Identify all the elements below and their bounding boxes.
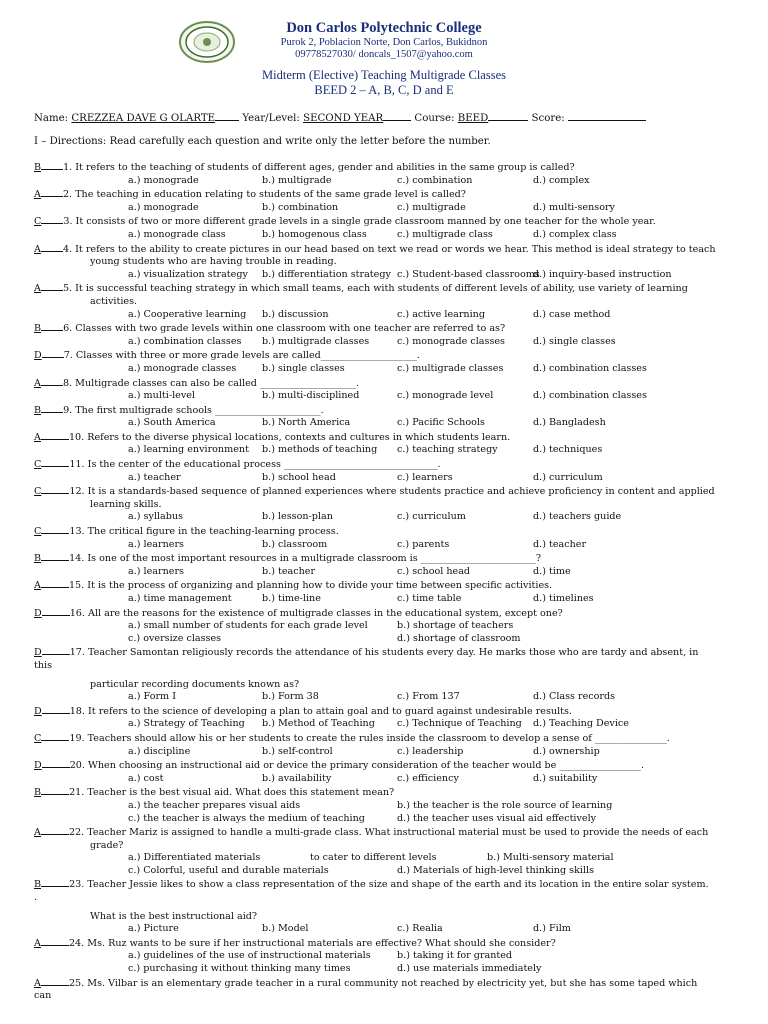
option: b.) multigrade classes xyxy=(262,335,370,347)
answer-letter[interactable]: A xyxy=(34,827,41,839)
question-item xyxy=(0,704,768,731)
question-stem xyxy=(0,976,768,991)
question-item xyxy=(0,731,768,758)
question-stem xyxy=(0,348,768,363)
answer-letter[interactable]: D xyxy=(34,705,42,717)
student-name: CREZZEA DAVE G OLARTE xyxy=(71,113,216,124)
question-text: 15. It is the process of organizing and planning how to divide your time between specific activities. xyxy=(68,580,553,592)
question-text: 17. Teacher Samontan religiously records the attendance of his students every day. He marks those who are tardy and absent, in xyxy=(69,647,699,659)
options-row xyxy=(0,417,768,430)
option: a.) South America xyxy=(128,417,216,429)
options-row xyxy=(0,472,768,485)
answer-blank xyxy=(41,214,63,224)
question-item xyxy=(0,281,768,321)
question-item xyxy=(0,606,768,646)
question-text: 13. The critical figure in the teaching-learning process. xyxy=(69,526,339,538)
answer-letter[interactable]: B xyxy=(34,323,42,335)
answer-blank xyxy=(41,551,69,561)
option: b.) classroom xyxy=(262,538,328,550)
question-stem xyxy=(0,376,768,391)
option: b.) single classes xyxy=(262,362,345,374)
question-text-continued: grade? xyxy=(90,839,124,851)
question-stem xyxy=(0,785,768,800)
question-text: 9. The first multigrade schools ______________________. xyxy=(63,404,324,416)
option: c.) Pacific Schools xyxy=(397,417,485,429)
options-row xyxy=(0,229,768,242)
option: c.) active learning xyxy=(397,308,485,320)
options-row xyxy=(0,813,768,826)
option: b.) combination xyxy=(262,201,339,213)
course-blank xyxy=(488,110,528,121)
question-text-continued: young students who are having trouble in reading. xyxy=(90,256,337,268)
option: c.) efficiency xyxy=(397,772,459,784)
question-stem xyxy=(0,160,768,175)
option: d.) teachers guide xyxy=(533,511,622,523)
option: d.) the teacher uses visual aid effectively xyxy=(397,812,597,824)
answer-blank xyxy=(41,457,69,467)
answer-blank xyxy=(41,731,69,741)
option: a.) multi-level xyxy=(128,390,195,402)
question-stem xyxy=(0,281,768,296)
options-row xyxy=(0,852,768,865)
option: b.) methods of teaching xyxy=(262,444,378,456)
option: c.) monograde classes xyxy=(397,335,505,347)
year-label: Year/Level: xyxy=(242,113,300,124)
options-row xyxy=(0,620,768,633)
option: b.) shortage of teachers xyxy=(397,620,514,632)
option: b.) taking it for granted xyxy=(397,950,513,962)
answer-blank xyxy=(41,976,69,986)
answer-blank xyxy=(42,704,70,714)
option: c.) time table xyxy=(397,593,462,604)
option: d.) Film xyxy=(533,923,571,935)
question-stem xyxy=(0,551,768,566)
options-row xyxy=(0,593,768,606)
answer-letter[interactable]: A xyxy=(34,377,41,389)
option: c.) Student-based classrooms xyxy=(397,268,540,280)
question-stem xyxy=(0,484,768,499)
option: c.) leadership xyxy=(397,745,464,757)
option: a.) small number of students for each grade level xyxy=(128,620,368,632)
option: to cater to different levels xyxy=(310,852,437,864)
answer-letter[interactable]: D xyxy=(34,760,42,772)
answer-blank xyxy=(41,376,63,386)
student-course: BEED xyxy=(457,113,489,124)
question-item xyxy=(0,160,768,187)
options-row xyxy=(0,633,768,646)
question-item xyxy=(0,524,768,551)
option: c.) multigrade classes xyxy=(397,362,504,374)
question-item xyxy=(0,645,768,703)
option: b.) Form 38 xyxy=(262,691,319,703)
answer-blank xyxy=(41,484,69,494)
question-stem xyxy=(0,214,768,229)
answer-blank xyxy=(41,785,69,795)
answer-letter[interactable]: A xyxy=(34,189,41,201)
option: a.) Picture xyxy=(128,923,179,935)
question-item xyxy=(0,785,768,825)
option: c.) monograde level xyxy=(397,390,494,402)
option: d.) case method xyxy=(533,308,611,320)
option: d.) inquiry-based instruction xyxy=(533,268,672,280)
option: c.) multigrade xyxy=(397,201,466,213)
question-text: 3. It consists of two or more different grade levels in a single grade classroom manned by one teacher for the whole year. xyxy=(63,216,656,228)
answer-letter[interactable]: C xyxy=(34,459,42,471)
answer-letter[interactable]: A xyxy=(34,243,41,255)
answer-letter[interactable]: C xyxy=(34,732,42,744)
answer-letter[interactable]: C xyxy=(34,486,42,498)
question-stem xyxy=(0,457,768,472)
option: d.) ownership xyxy=(533,745,600,757)
exam-title: Midterm (Elective) Teaching Multigrade Classes xyxy=(262,68,506,82)
answer-blank xyxy=(42,606,70,616)
option: d.) timelines xyxy=(533,593,594,604)
option: a.) discipline xyxy=(128,745,191,757)
option: a.) visualization strategy xyxy=(128,268,248,280)
question-text-continued: particular recording documents known as? xyxy=(90,678,300,690)
options-row xyxy=(0,923,768,936)
option: b.) the teacher is the role source of learning xyxy=(397,799,613,811)
option: c.) combination xyxy=(397,174,473,186)
options-row xyxy=(0,511,768,524)
question-stem xyxy=(0,187,768,202)
question-item xyxy=(0,348,768,375)
question-text: 25. Ms. Vilbar is an elementary grade teacher in a rural community not reached by electricity yet, but she has some taped which xyxy=(68,977,698,989)
question-overflow: can xyxy=(34,990,52,1002)
question-text: 1. It refers to the teaching of students of different ages, gender and abilities in the same group is called? xyxy=(63,162,575,173)
option: b.) availability xyxy=(262,772,332,784)
option: b.) discussion xyxy=(262,308,329,320)
option: a.) cost xyxy=(128,772,164,784)
option: b.) school head xyxy=(262,471,336,483)
answer-blank xyxy=(41,403,63,413)
exam-subtitle: BEED 2 – A, B, C, D and E xyxy=(314,83,454,97)
question-stem xyxy=(0,936,768,951)
directions: I – Directions: Read carefully each question and write only the letter before the number. xyxy=(34,136,491,147)
year-blank xyxy=(383,110,411,121)
answer-blank xyxy=(41,524,69,534)
question-stem xyxy=(0,645,768,660)
option: c.) purchasing it without thinking many times xyxy=(128,963,351,975)
option: a.) time management xyxy=(128,593,232,604)
answer-blank xyxy=(41,578,69,588)
option: d.) Materials of high-level thinking skills xyxy=(397,864,595,876)
option: d.) combination classes xyxy=(533,390,647,402)
answer-letter[interactable]: A xyxy=(34,283,41,295)
option: b.) self-control xyxy=(262,745,333,757)
option: d.) Class records xyxy=(533,691,616,703)
answer-blank xyxy=(41,936,69,946)
options-row xyxy=(0,566,768,579)
question-stem xyxy=(0,606,768,621)
answer-letter[interactable]: D xyxy=(34,647,42,659)
option: a.) learning environment xyxy=(128,444,249,456)
options-row xyxy=(0,773,768,786)
question-text-continued: What is the best instructional aid? xyxy=(90,910,258,922)
answer-blank xyxy=(41,825,69,835)
question-text: 7. Classes with three or more grade levels are called____________________. xyxy=(63,350,420,362)
option: b.) Multi-sensory material xyxy=(487,852,614,864)
question-stem xyxy=(0,321,768,336)
question-item xyxy=(0,578,768,605)
answer-letter[interactable]: D xyxy=(34,607,42,619)
question-text: 12. It is a standards-based sequence of planned experiences where students practice and achieve proficiency in content and applied xyxy=(69,486,715,498)
question-item xyxy=(0,187,768,214)
college-contact: 09778527030/ doncals_1507@yahoo.com xyxy=(295,49,473,60)
question-text: 11. Is the center of the educational process ________________________________. xyxy=(69,459,441,471)
question-stem xyxy=(0,704,768,719)
answer-blank xyxy=(41,160,63,170)
option: a.) monograde classes xyxy=(128,362,237,374)
question-item xyxy=(0,214,768,241)
option: c.) From 137 xyxy=(397,691,460,703)
option: a.) Form I xyxy=(128,691,176,703)
question-item xyxy=(0,877,768,935)
question-stem xyxy=(0,731,768,746)
option: a.) monograde xyxy=(128,174,199,186)
options-row xyxy=(0,269,768,282)
college-name: Don Carlos Polytechnic College xyxy=(286,20,482,36)
question-text: 19. Teachers should allow his or her students to create the rules inside the classroom to develop a sense of _______________. xyxy=(69,732,670,744)
option: b.) multigrade xyxy=(262,174,332,186)
options-row xyxy=(0,309,768,322)
option: c.) teaching strategy xyxy=(397,444,498,456)
options-row xyxy=(0,363,768,376)
question-stem xyxy=(0,242,768,257)
option: c.) the teacher is always the medium of teaching xyxy=(128,812,365,824)
question-item xyxy=(0,457,768,484)
option: c.) Colorful, useful and durable materials xyxy=(128,864,329,876)
option: d.) multi-sensory xyxy=(533,201,615,213)
answer-letter[interactable]: B xyxy=(34,879,42,891)
answer-letter[interactable]: C xyxy=(34,216,42,228)
option: d.) techniques xyxy=(533,444,603,456)
question-item xyxy=(0,403,768,430)
option: a.) learners xyxy=(128,565,184,577)
option: c.) multigrade class xyxy=(397,228,493,240)
option: a.) Cooperative learning xyxy=(128,308,247,320)
answer-letter[interactable]: B xyxy=(34,553,42,565)
question-stem xyxy=(0,430,768,445)
student-info-line xyxy=(34,110,646,124)
question-stem xyxy=(0,578,768,593)
answer-blank xyxy=(41,321,63,331)
answer-letter[interactable]: A xyxy=(34,977,41,989)
question-item xyxy=(0,825,768,877)
options-row xyxy=(0,202,768,215)
answer-letter[interactable]: A xyxy=(34,580,41,592)
question-text: 2. The teaching in education relating to students of the same grade level is called? xyxy=(62,189,466,201)
question-text: 23. Teacher Jessie likes to show a class representation of the size and shape of the earth and its location in the entire solar system. xyxy=(69,879,709,891)
question-text-continued: activities. xyxy=(90,295,138,307)
option: c.) learners xyxy=(397,471,453,483)
option: d.) suitability xyxy=(533,772,598,784)
score-label: Score: xyxy=(531,113,565,124)
student-year: SECOND YEAR xyxy=(303,113,384,124)
course-label: Course: xyxy=(414,113,455,124)
option: d.) combination classes xyxy=(533,362,647,374)
answer-blank xyxy=(41,281,63,291)
answer-blank xyxy=(41,242,63,252)
options-row xyxy=(0,444,768,457)
answer-blank xyxy=(42,645,70,655)
question-stem xyxy=(0,877,768,892)
option: d.) single classes xyxy=(533,335,616,347)
option: c.) curriculum xyxy=(397,511,466,523)
option: d.) Bangladesh xyxy=(533,417,606,429)
question-stem xyxy=(0,524,768,539)
option: c.) Realia xyxy=(397,923,443,935)
option: b.) differentiation strategy xyxy=(262,268,391,280)
options-row xyxy=(0,175,768,188)
option: d.) shortage of classroom xyxy=(397,632,521,644)
answer-letter[interactable]: D xyxy=(34,350,42,362)
question-text: 4. It refers to the ability to create pictures in our head based on text we read or words we hear. This method is ideal strategy to teach xyxy=(62,243,716,255)
option: a.) learners xyxy=(128,538,184,550)
question-text: 24. Ms. Ruz wants to be sure if her instructional materials are effective? What should she consider? xyxy=(68,937,556,949)
question-item xyxy=(0,551,768,578)
option: d.) complex class xyxy=(533,228,617,240)
question-item xyxy=(0,758,768,785)
option: a.) combination classes xyxy=(128,335,242,347)
option: a.) Differentiated materials xyxy=(128,852,261,864)
question-list xyxy=(0,160,768,1003)
options-row xyxy=(0,963,768,976)
option: d.) use materials immediately xyxy=(397,963,542,975)
answer-letter[interactable]: A xyxy=(34,937,41,949)
answer-blank xyxy=(42,348,64,358)
answer-letter[interactable]: A xyxy=(34,431,41,443)
question-stem xyxy=(0,825,768,840)
option: d.) curriculum xyxy=(533,471,603,483)
option: d.) teacher xyxy=(533,538,587,550)
options-row xyxy=(0,800,768,813)
score-blank[interactable] xyxy=(568,110,646,121)
options-row xyxy=(0,691,768,704)
option: d.) time xyxy=(533,565,571,577)
question-item xyxy=(0,936,768,976)
option: a.) teacher xyxy=(128,471,181,483)
option: d.) Teaching Device xyxy=(533,718,629,730)
option: b.) Model xyxy=(262,923,309,935)
question-stem xyxy=(0,758,768,773)
college-address: Purok 2, Poblacion Norte, Don Carlos, Bukidnon xyxy=(280,37,488,48)
option: b.) homogenous class xyxy=(262,228,367,240)
question-item xyxy=(0,242,768,282)
option: b.) Method of Teaching xyxy=(262,718,375,730)
question-text: 5. It is successful teaching strategy in which small teams, each with students of different levels of ability, use variety of learning xyxy=(62,283,688,295)
question-item xyxy=(0,430,768,457)
question-text: 8. Multigrade classes can also be called ____________________. xyxy=(62,377,359,389)
option: b.) North America xyxy=(262,417,351,429)
option: b.) lesson-plan xyxy=(262,511,333,523)
option: c.) oversize classes xyxy=(128,632,222,644)
options-row xyxy=(0,390,768,403)
question-item xyxy=(0,484,768,524)
question-text: 6. Classes with two grade levels within one classroom with one teacher are referred to as? xyxy=(63,323,506,335)
option: c.) school head xyxy=(397,565,471,577)
options-row xyxy=(0,865,768,878)
answer-letter[interactable]: B xyxy=(34,404,42,416)
answer-blank xyxy=(41,187,63,197)
option: a.) syllabus xyxy=(128,511,184,523)
question-item xyxy=(0,321,768,348)
option: c.) Technique of Teaching xyxy=(397,718,522,730)
question-text-continued: learning skills. xyxy=(90,498,162,510)
question-stem xyxy=(0,403,768,418)
options-row xyxy=(0,746,768,759)
answer-letter[interactable]: B xyxy=(34,787,42,799)
answer-blank xyxy=(41,430,69,440)
option: a.) the teacher prepares visual aids xyxy=(128,799,301,811)
question-text: 20. When choosing an instructional aid or device the primary consideration of the teacher would be _________________. xyxy=(69,760,644,772)
options-row xyxy=(0,539,768,552)
question-text: 21. Teacher is the best visual aid. What does this statement mean? xyxy=(69,787,395,799)
question-item xyxy=(0,976,768,1003)
option: c.) parents xyxy=(397,538,450,550)
option: b.) multi-disciplined xyxy=(262,390,360,402)
answer-blank xyxy=(41,877,69,887)
name-blank xyxy=(215,110,239,121)
question-item xyxy=(0,376,768,403)
option: d.) complex xyxy=(533,174,590,186)
option: a.) monograde class xyxy=(128,228,226,240)
option: b.) time-line xyxy=(262,593,321,604)
answer-letter[interactable]: C xyxy=(34,526,42,538)
question-text: 16. All are the reasons for the existence of multigrade classes in the educational system, except one? xyxy=(69,607,563,619)
question-text: 18. It refers to the science of developing a plan to attain goal and to guard against undesirable results. xyxy=(69,705,572,717)
option: a.) Strategy of Teaching xyxy=(128,718,245,730)
answer-blank xyxy=(42,758,70,768)
question-text: 22. Teacher Mariz is assigned to handle a multi-grade class. What instructional material must be used to provide the needs of each xyxy=(68,827,709,839)
options-row xyxy=(0,718,768,731)
name-label: Name: xyxy=(34,113,69,124)
option: b.) teacher xyxy=(262,565,316,577)
answer-letter[interactable]: B xyxy=(34,162,42,173)
options-row xyxy=(0,950,768,963)
question-overflow: this xyxy=(34,659,53,671)
question-overflow: . xyxy=(34,892,38,904)
question-text: 10. Refers to the diverse physical locations, contexts and cultures in which students learn. xyxy=(68,431,511,443)
question-text: 14. Is one of the most important resources in a multigrade classroom is ________________________? xyxy=(69,553,541,565)
option: a.) monograde xyxy=(128,201,199,213)
option: a.) guidelines of the use of instructional materials xyxy=(128,950,371,962)
options-row xyxy=(0,336,768,349)
